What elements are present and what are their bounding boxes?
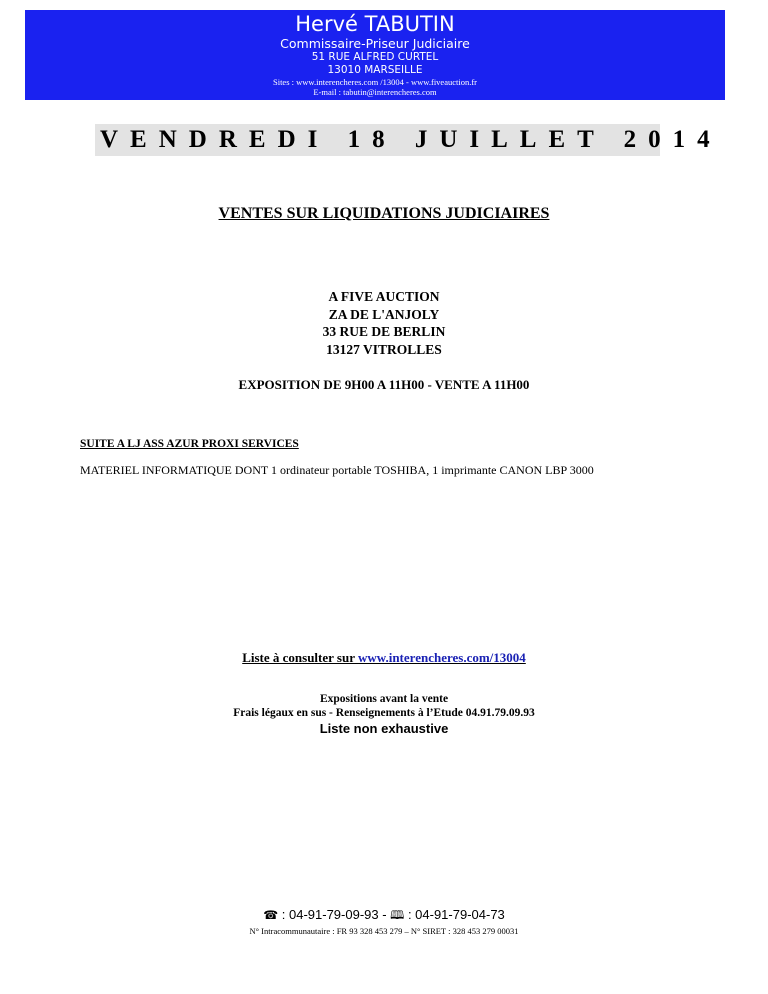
- note-expositions: Expositions avant la vente: [319, 693, 449, 705]
- lot-title: SUITE A LJ ASS AZUR PROXI SERVICES: [80, 438, 299, 450]
- fax-book-icon: 🕮: [390, 908, 405, 922]
- list-reference: [0, 650, 768, 666]
- city-address: 13010 MARSEILLE: [327, 64, 423, 76]
- fax-number: : 04-91-79-04-73: [404, 907, 505, 922]
- note-fees: Frais légaux en sus - Renseignements à l’Etude 04.91.79.09.93: [233, 706, 535, 719]
- footer-contact: [0, 906, 768, 927]
- letterhead: [25, 10, 725, 100]
- venue-line-1: A FIVE AUCTION: [328, 289, 440, 304]
- sale-notes: [0, 693, 768, 737]
- company-ids: N° Intracommunautaire : FR 93 328 453 279 – N° SIRET : 328 453 279 00031: [249, 926, 519, 936]
- interencheres-link[interactable]: www.interencheres.com/13004: [358, 650, 526, 665]
- venue-line-4: 13127 VITROLLES: [326, 341, 442, 357]
- email: E-mail : tabutin@interencheres.com: [313, 87, 437, 97]
- websites: Sites : www.interencheres.com /13004 - www.fiveauction.fr: [272, 77, 478, 87]
- sale-date: VENDREDI 18 JUILLET 2014: [100, 126, 722, 153]
- auctioneer-title: Commissaire-Priseur Judiciaire: [280, 36, 470, 51]
- venue-line-3: 33 RUE DE BERLIN: [322, 324, 446, 339]
- phone-number: : 04-91-79-09-93 -: [278, 907, 391, 922]
- telephone-icon: ☎: [263, 908, 279, 922]
- note-non-exhaustive: Liste non exhaustive: [319, 721, 449, 736]
- sale-subtitle: VENTES SUR LIQUIDATIONS JUDICIAIRES: [218, 205, 550, 222]
- street-address: 51 RUE ALFRED CURTEL: [311, 51, 439, 63]
- exposition-hours: EXPOSITION DE 9H00 A 11H00 - VENTE A 11H00: [238, 377, 530, 392]
- auctioneer-name: Hervé TABUTIN: [295, 12, 455, 36]
- lot-description: MATERIEL INFORMATIQUE DONT 1 ordinateur portable TOSHIBA, 1 imprimante CANON LBP 3000: [80, 463, 594, 477]
- venue-line-2: ZA DE L'ANJOLY: [328, 306, 440, 322]
- venue-address: [0, 288, 768, 358]
- list-prefix: Liste à consulter sur: [242, 650, 359, 665]
